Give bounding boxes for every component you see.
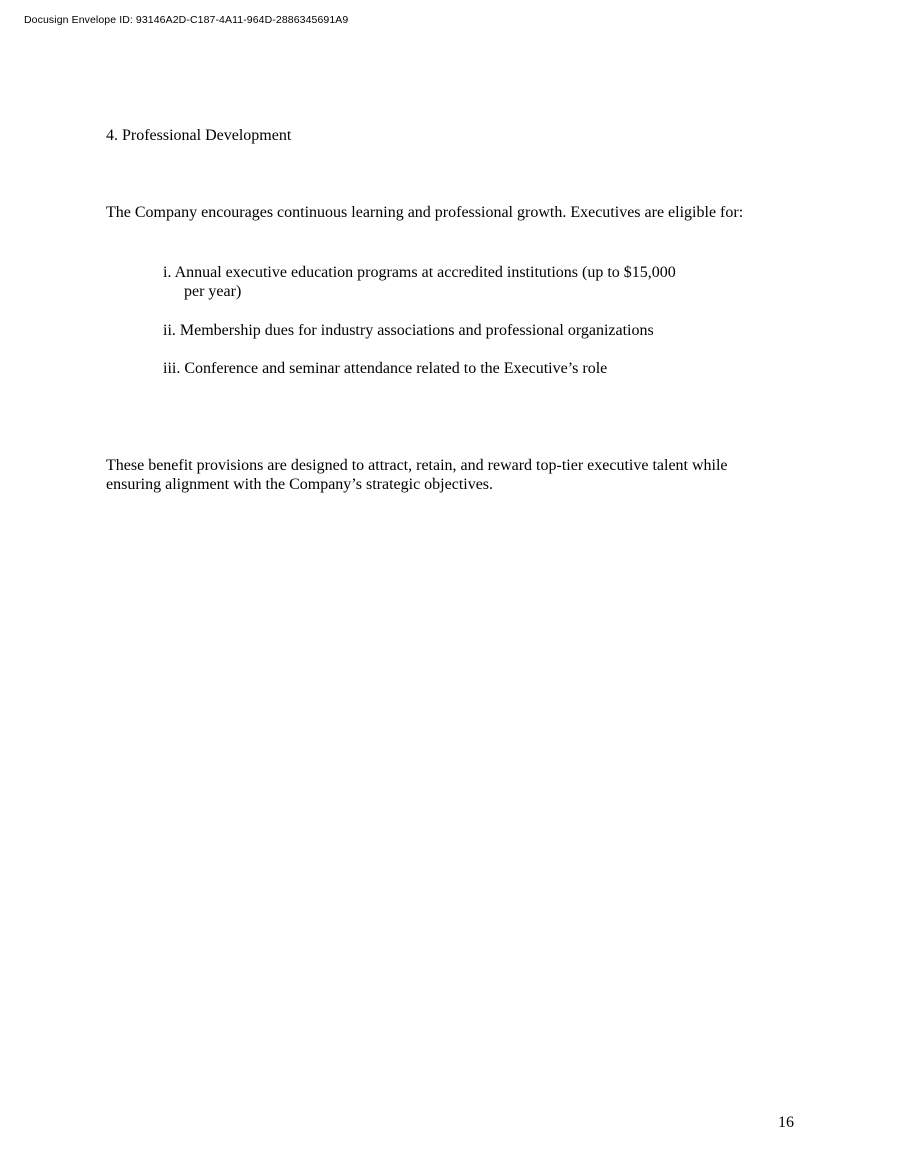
- page-number: 16: [778, 1114, 794, 1131]
- list-item-numeral: i.: [163, 264, 172, 281]
- list-item-text: Conference and seminar attendance related to the Executive’s role: [184, 360, 608, 377]
- list-item: [163, 263, 763, 301]
- list-item-numeral: iii.: [163, 360, 181, 377]
- list-item: [163, 359, 763, 378]
- list-item-text: Membership dues for industry associations and professional organizations: [179, 322, 654, 339]
- closing-line: These benefit provisions are designed to attract, retain, and reward top-tier executive talent while: [106, 457, 728, 474]
- list-item-numeral: ii.: [163, 322, 176, 339]
- closing-paragraph: [106, 456, 806, 494]
- intro-paragraph: The Company encourages continuous learning and professional growth. Executives are eligible for:: [106, 204, 744, 221]
- section-heading: 4. Professional Development: [106, 127, 292, 144]
- list-item-text-continued: per year): [184, 283, 242, 300]
- list-item: [163, 321, 763, 340]
- docusign-envelope-id: Docusign Envelope ID: 93146A2D-C187-4A11-964D-2886345691A9: [24, 14, 349, 26]
- list-item-text: Annual executive education programs at accredited institutions (up to $15,000: [174, 264, 676, 281]
- closing-line: ensuring alignment with the Company’s strategic objectives.: [106, 476, 494, 493]
